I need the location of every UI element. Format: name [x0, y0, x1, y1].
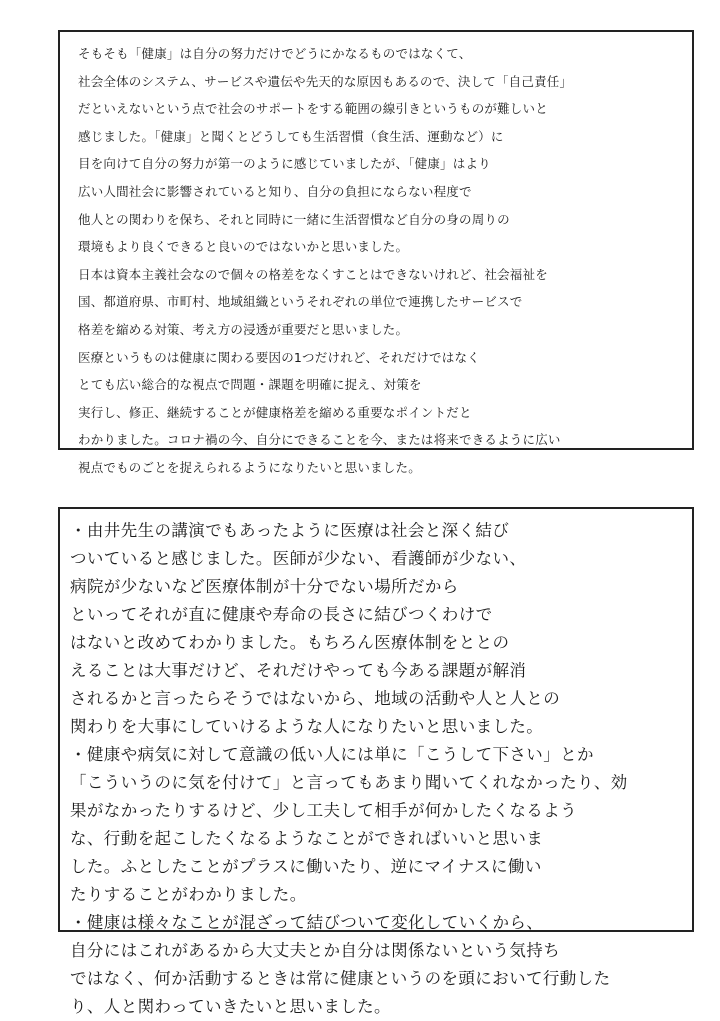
text-line: 医療というものは健康に関わる要因の1つだけれど、それだけではなく	[78, 349, 480, 365]
text-line: ・健康は様々なことが混ざって結びついて変化していくから、	[70, 913, 544, 932]
text-line: 視点でものごとを捉えられるようになりたいと思いました。	[78, 459, 421, 475]
text-line: 格差を縮める対策、考え方の浸透が重要だと思いました。	[78, 321, 409, 337]
text-line: 社会全体のシステム、サービスや遺伝や先天的な原因もあるので、決して「自己責任」	[78, 73, 573, 89]
text-line: されるかと言ったらそうではないから、地域の活動や人と人との	[70, 689, 561, 708]
text-line: えることは大事だけど、それだけやっても今ある課題が解消	[70, 661, 527, 680]
text-line: そもそも「健康」は自分の努力だけでどうにかなるものではなくて、	[78, 46, 472, 61]
text-line: 病院が少ないなど医療体制が十分でない場所だから	[70, 577, 459, 596]
text-line: 広い人間社会に影響されていると知り、自分の負担にならない程度で	[78, 183, 472, 199]
text-line: 目を向けて自分の努力が第一のように感じていましたが、「健康」はより	[78, 156, 491, 172]
reflection-card-bottom	[58, 507, 694, 1016]
text-line: といってそれが直に健康や寿命の長さに結びつくわけで	[70, 605, 493, 624]
text-line: 環境もより良くできると良いのではないかと思いました。	[78, 239, 409, 255]
text-line: たりすることがわかりました。	[70, 885, 307, 904]
text-line: 感じました。「健康」と聞くとどうしても生活習慣（食生活、運動など）に	[78, 128, 504, 144]
reflection-card-top	[58, 30, 694, 475]
text-line: ではなく、何か活動するときは常に健康というのを頭において行動した	[70, 969, 611, 988]
text-line: 「こういうのに気を付けて」と言ってもあまり聞いてくれなかったり、効	[70, 773, 628, 792]
text-line: 日本は資本主義社会なので個々の格差をなくすことはできないけれど、社会福祉を	[78, 266, 548, 282]
text-line: はないと改めてわかりました。もちろん医療体制をととの	[70, 633, 510, 652]
text-line: 他人との関わりを保ち、それと同時に一緒に生活習慣など自分の身の周りの	[78, 211, 510, 227]
text-line: 国、都道府県、市町村、地域組織というそれぞれの単位で連携したサービスで	[78, 294, 523, 310]
text-line: り、人と関わっていきたいと思いました。	[70, 997, 391, 1016]
text-line: ついていると感じました。医師が少ない、看護師が少ない、	[70, 549, 527, 568]
text-line: した。ふとしたことがプラスに働いたり、逆にマイナスに働い	[70, 857, 542, 876]
text-line: とても広い総合的な視点で問題・課題を明確に捉え、対策を	[78, 377, 422, 393]
text-line: 自分にはこれがあるから大丈夫とか自分は関係ないという気持ち	[70, 941, 561, 960]
text-line: ・健康や病気に対して意識の低い人には単に「こうして下さい」とか	[70, 745, 594, 764]
text-line: 実行し、修正、継続することが健康格差を縮める重要なポイントだと	[78, 404, 472, 420]
text-line: な、行動を起こしたくなるようなことができればいいと思いま	[70, 829, 544, 848]
text-line: ・由井先生の講演でもあったように医療は社会と深く結び	[70, 521, 510, 540]
text-line: だといえないという点で社会のサポートをする範囲の線引きというものが難しいと	[78, 101, 548, 117]
text-line: 関わりを大事にしていけるような人になりたいと思いました。	[70, 717, 544, 736]
text-line: わかりました。コロナ禍の今、自分にできることを今、または将来できるように広い	[78, 432, 561, 448]
text-line: 果がなかったりするけど、少し工夫して相手が何かしたくなるよう	[70, 801, 577, 820]
